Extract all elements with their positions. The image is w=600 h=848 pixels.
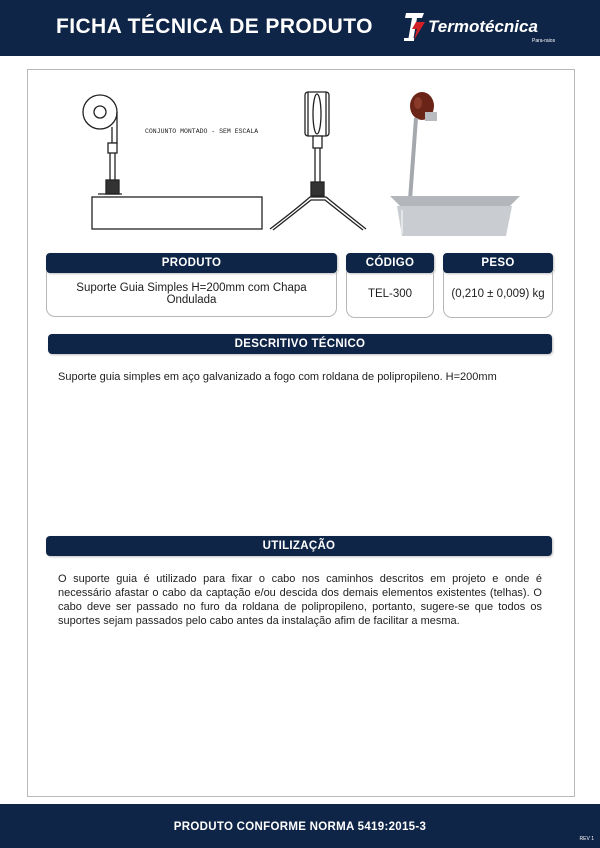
peso-value: (0,210 ± 0,009) kg xyxy=(443,271,553,318)
drawing-note: CONJUNTO MONTADO - SEM ESCALA xyxy=(145,128,259,135)
footer-bar xyxy=(0,804,600,848)
descritivo-heading: DESCRITIVO TÉCNICO xyxy=(48,334,552,354)
brand-subtitle: Para-raios xyxy=(532,38,556,44)
revision-label: REV 1 xyxy=(579,836,594,842)
product-photo xyxy=(390,92,520,236)
utilizacao-heading: UTILIZAÇÃO xyxy=(46,536,552,556)
codigo-value: TEL-300 xyxy=(346,271,434,318)
codigo-header: CÓDIGO xyxy=(346,253,434,273)
page-title: FICHA TÉCNICA DE PRODUTO xyxy=(56,15,373,38)
utilizacao-text: O suporte guia é utilizado para fixar o cabo nos caminhos descritos em projeto e onde é necessário afastar o cabo da captação e/ou descida dos demais elementos existentes (telhas). O cabo deve ser passado no furo da roldana de polipropileno, portanto, sugere-se que todos os suportes sejam passados pelo cabo antes da instalação afim de facilitar a mesma. xyxy=(58,573,542,627)
brand-name: Termotécnica xyxy=(428,17,538,36)
produto-value: Suporte Guia Simples H=200mm com Chapa Ondulada xyxy=(46,271,337,317)
technical-drawings xyxy=(0,0,600,250)
peso-header: PESO xyxy=(443,253,553,273)
produto-header: PRODUTO xyxy=(46,253,337,273)
descritivo-text: Suporte guia simples em aço galvanizado a fogo com roldana de polipropileno. H=200mm xyxy=(58,371,497,383)
side-view-drawing xyxy=(83,95,262,229)
norm-statement: PRODUTO CONFORME NORMA 5419:2015-3 xyxy=(173,821,427,833)
front-view-drawing xyxy=(270,92,366,230)
